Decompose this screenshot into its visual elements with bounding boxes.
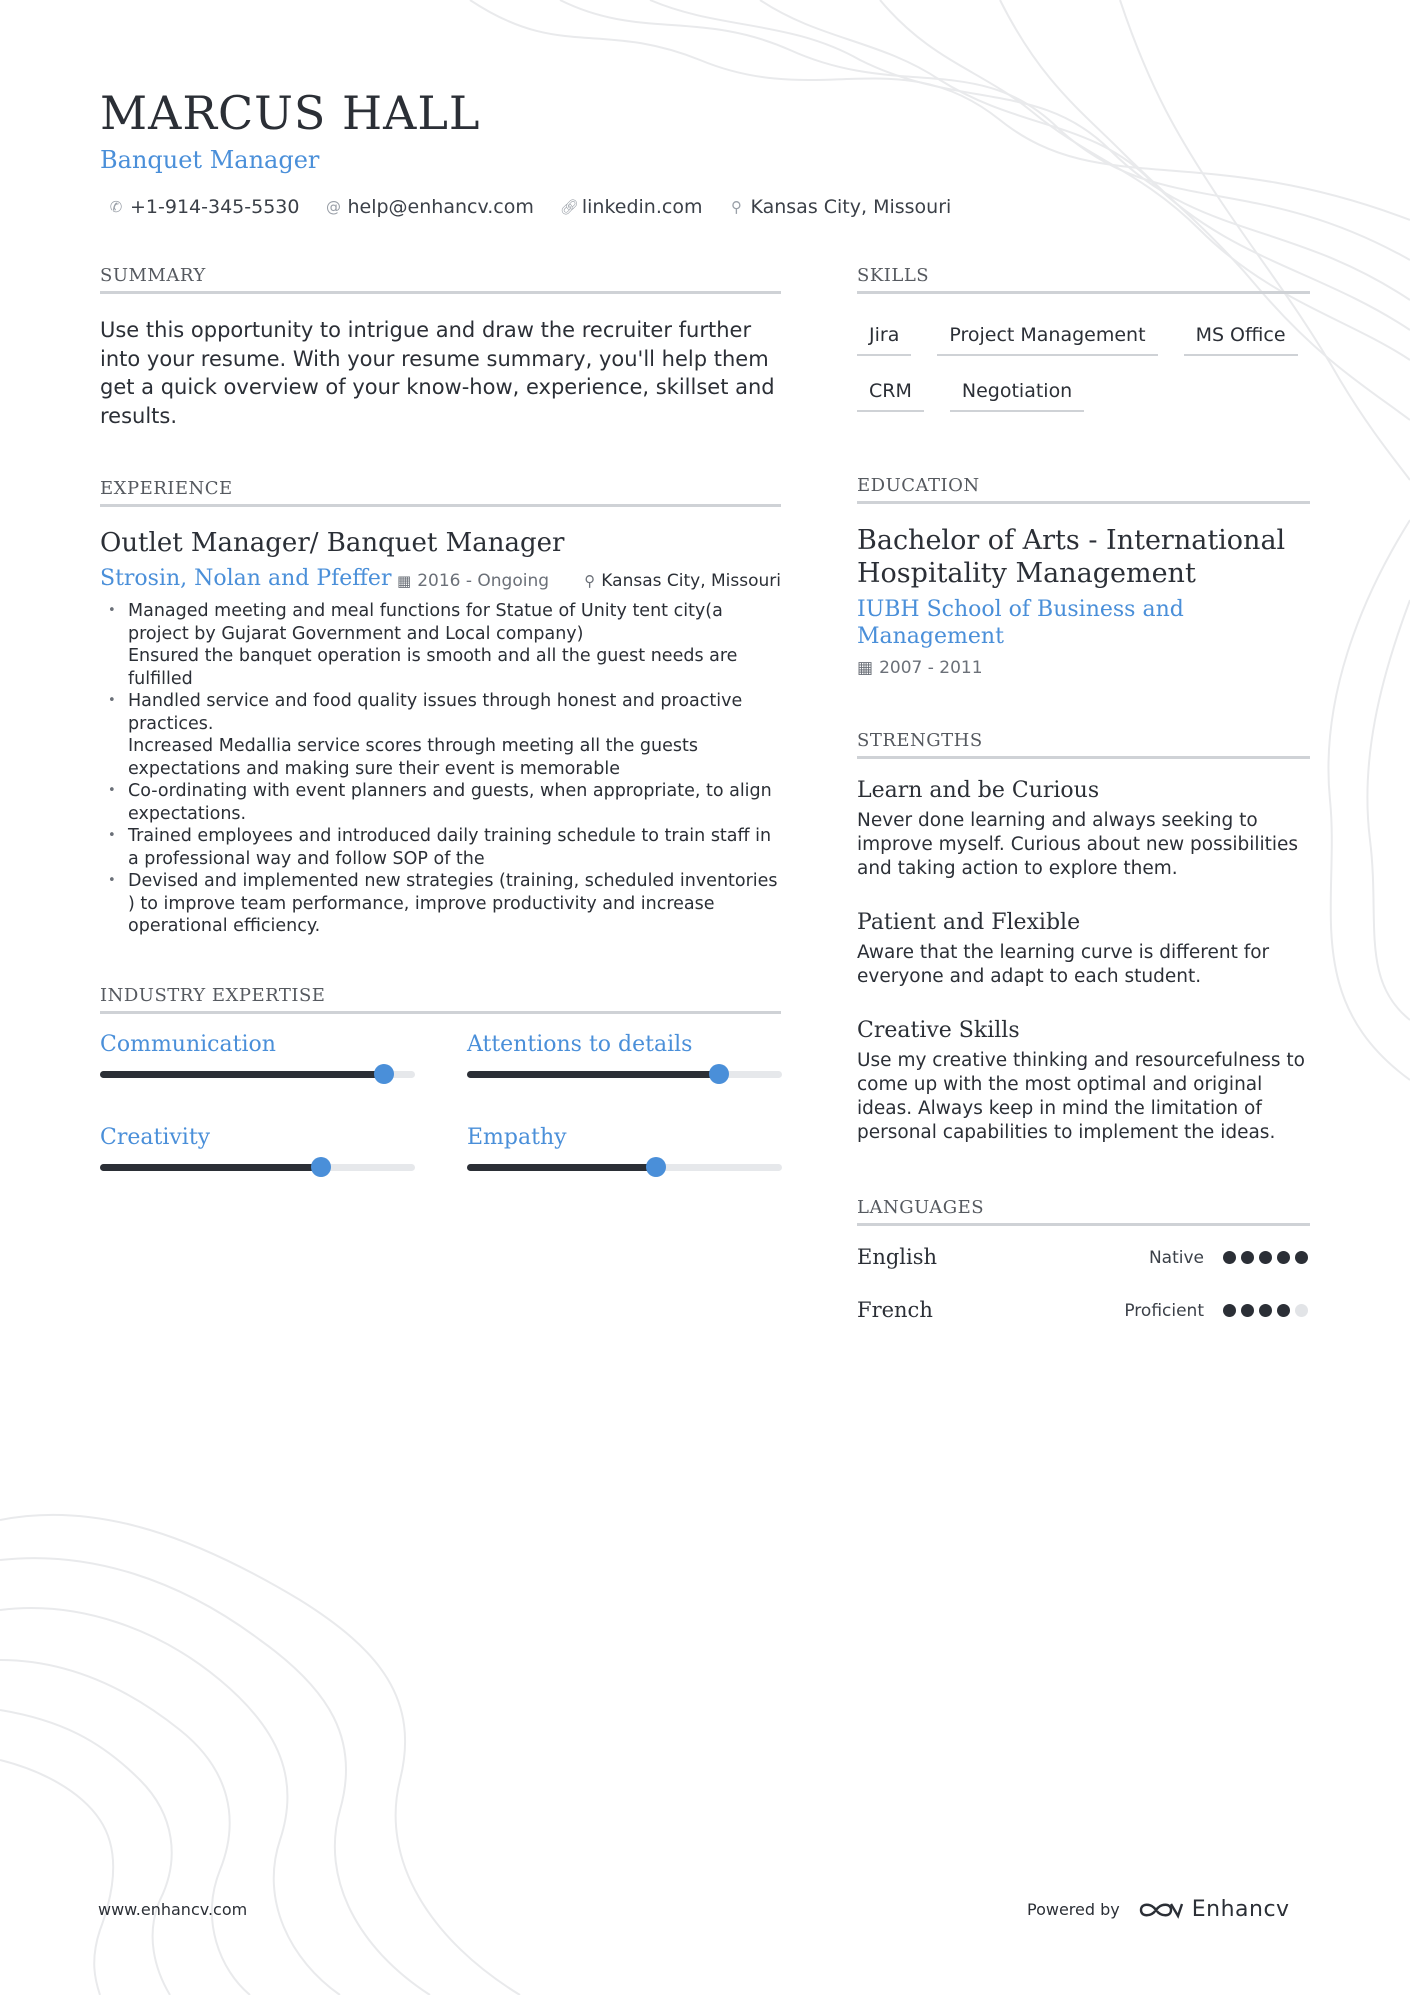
summary-text: Use this opportunity to intrigue and draw the recruiter further into your resume. With your resume summary, you'll help them get a quick overview of your know-how, experience, skillset and results. xyxy=(100,318,775,428)
location-icon: ⚲ xyxy=(584,572,596,590)
experience-dates-text: 2016 - Ongoing xyxy=(417,571,550,591)
strength-item xyxy=(857,778,1310,881)
strength-text: Aware that the learning curve is different for everyone and adapt to each student. xyxy=(857,942,1270,987)
skill-tag: Project Management xyxy=(937,316,1157,356)
expertise-label: Communication xyxy=(100,1032,276,1057)
expertise-fill xyxy=(467,1071,719,1078)
expertise-track xyxy=(100,1071,415,1078)
contact-row xyxy=(108,196,951,218)
experience-company: Strosin, Nolan and Pfeffer xyxy=(100,566,392,591)
summary-heading: SUMMARY xyxy=(100,265,781,294)
language-row-english xyxy=(857,1245,1310,1275)
location-icon: ⚲ xyxy=(730,198,742,216)
strength-title: Learn and be Curious xyxy=(857,778,1100,803)
list-item: • Co-ordinating with event planners and guests, when appropriate, to align expectations. xyxy=(100,780,781,825)
contact-linkedin-text: linkedin.com xyxy=(581,196,703,218)
experience-location xyxy=(584,571,781,591)
language-level: Native xyxy=(1148,1248,1204,1268)
language-row-french xyxy=(857,1298,1310,1328)
experience-dates xyxy=(397,571,549,591)
language-dot-filled xyxy=(1277,1251,1290,1264)
language-name: French xyxy=(857,1298,933,1322)
strength-title: Patient and Flexible xyxy=(857,910,1081,935)
language-dot-filled xyxy=(1259,1304,1272,1317)
strength-item xyxy=(857,910,1310,989)
languages-heading: LANGUAGES xyxy=(857,1197,1310,1226)
expertise-knob xyxy=(709,1064,729,1084)
expertise-track xyxy=(467,1164,782,1171)
language-dots xyxy=(1223,1304,1308,1317)
expertise-item-communication xyxy=(100,1032,415,1078)
skill-tag: Negotiation xyxy=(950,372,1084,412)
language-name: English xyxy=(857,1245,938,1269)
language-dot-filled xyxy=(1241,1251,1254,1264)
contact-phone-text: +1-914-345-5530 xyxy=(130,196,300,218)
expertise-fill xyxy=(467,1164,656,1171)
contact-location-text: Kansas City, Missouri xyxy=(750,196,952,218)
enhancv-logo-icon xyxy=(1138,1898,1184,1922)
language-dot-filled xyxy=(1295,1251,1308,1264)
contact-email-text: help@enhancv.com xyxy=(347,196,534,218)
language-dot-filled xyxy=(1277,1304,1290,1317)
education-school: IUBH School of Business and Management xyxy=(857,597,1184,649)
skill-tag: CRM xyxy=(857,372,924,412)
phone-icon: ✆ xyxy=(109,198,123,216)
education-degree: Bachelor of Arts - International Hospitality Management xyxy=(857,525,1286,589)
expertise-track xyxy=(467,1071,782,1078)
language-dot-empty xyxy=(1295,1304,1308,1317)
footer-branding xyxy=(1027,1897,1290,1922)
experience-heading: EXPERIENCE xyxy=(100,478,781,507)
education-heading: EDUCATION xyxy=(857,475,1310,504)
language-dot-filled xyxy=(1241,1304,1254,1317)
enhancv-logo[interactable] xyxy=(1138,1897,1290,1922)
powered-by-text: Powered by xyxy=(1027,1900,1120,1919)
calendar-icon: ▦ xyxy=(857,658,874,678)
list-item: • Devised and implemented new strategies (training, scheduled inventories ) to improve team performance, improve productivity and increase operational efficiency. xyxy=(100,870,781,938)
list-item: • Trained employees and introduced daily training schedule to train staff in a professional way and follow SOP of the xyxy=(100,825,781,870)
contact-linkedin[interactable] xyxy=(560,196,703,218)
contact-location xyxy=(728,196,951,218)
experience-location-text: Kansas City, Missouri xyxy=(601,571,781,591)
strength-text: Use my creative thinking and resourcefulness to come up with the most optimal and original ideas. Always keep in mind the limitation of personal capabilities to implement the ideas. xyxy=(857,1050,1305,1143)
strength-item xyxy=(857,1018,1310,1145)
expertise-item-empathy xyxy=(467,1125,782,1171)
education-dates xyxy=(857,658,983,678)
language-dots xyxy=(1223,1251,1308,1264)
expertise-item-creativity xyxy=(100,1125,415,1171)
candidate-title: Banquet Manager xyxy=(100,146,320,174)
calendar-icon: ▦ xyxy=(397,572,412,590)
link-icon: 🔗︎ xyxy=(559,198,579,216)
candidate-name: MARCUS HALL xyxy=(100,86,481,140)
strengths-heading: STRENGTHS xyxy=(857,730,1310,759)
list-item: • Handled service and food quality issues through honest and proactive practices. Increased Medallia service scores through meeting all the guests expectations and making sure their event is memorable xyxy=(100,690,781,780)
strength-title: Creative Skills xyxy=(857,1018,1020,1043)
expertise-knob xyxy=(646,1157,666,1177)
strength-text: Never done learning and always seeking to improve myself. Curious about new possibilities and taking action to explore them. xyxy=(857,810,1299,879)
list-item: • Managed meeting and meal functions for Statue of Unity tent city(a project by Gujarat Government and Local company) Ensured the banquet operation is smooth and all the guest needs are fulfilled xyxy=(100,600,781,690)
expertise-knob xyxy=(311,1157,331,1177)
at-icon: @ xyxy=(325,198,341,216)
language-dot-filled xyxy=(1223,1304,1236,1317)
contact-phone[interactable] xyxy=(108,196,299,218)
expertise-label: Empathy xyxy=(467,1125,567,1150)
experience-meta xyxy=(100,566,781,596)
expertise-heading: INDUSTRY EXPERTISE xyxy=(100,985,781,1014)
footer-website[interactable]: www.enhancv.com xyxy=(98,1900,248,1919)
skill-tag: MS Office xyxy=(1184,316,1298,356)
expertise-knob xyxy=(374,1064,394,1084)
skills-list xyxy=(857,316,1310,412)
enhancv-logo-text: Enhancv xyxy=(1191,1897,1290,1922)
expertise-item-attention xyxy=(467,1032,782,1078)
expertise-track xyxy=(100,1164,415,1171)
skills-heading: SKILLS xyxy=(857,265,1310,294)
experience-role: Outlet Manager/ Banquet Manager xyxy=(100,528,565,558)
language-dot-filled xyxy=(1259,1251,1272,1264)
contact-email[interactable] xyxy=(325,196,533,218)
education-dates-text: 2007 - 2011 xyxy=(879,658,983,678)
expertise-label: Attentions to details xyxy=(467,1032,693,1057)
expertise-label: Creativity xyxy=(100,1125,211,1150)
expertise-fill xyxy=(100,1164,321,1171)
language-dot-filled xyxy=(1223,1251,1236,1264)
expertise-fill xyxy=(100,1071,384,1078)
experience-bullets xyxy=(100,600,781,938)
skill-tag: Jira xyxy=(857,316,911,356)
language-level: Proficient xyxy=(1124,1301,1204,1321)
